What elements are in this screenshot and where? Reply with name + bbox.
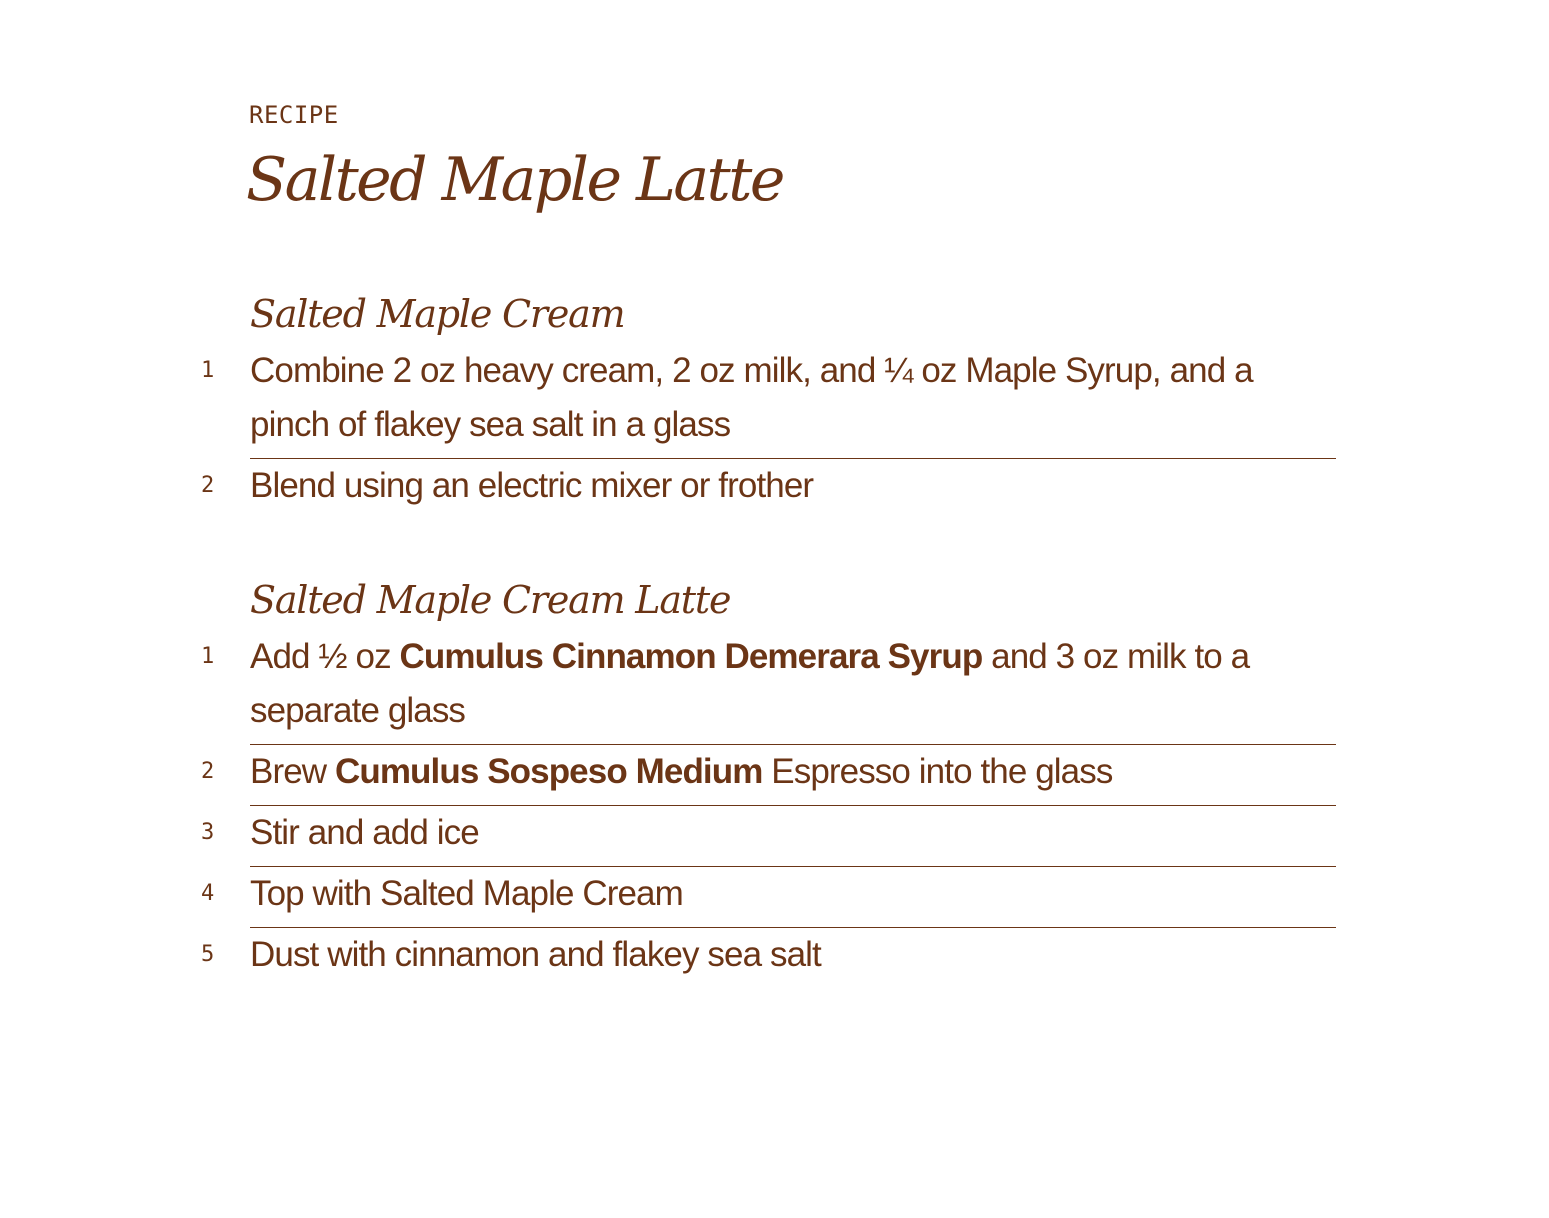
step-text-part: Espresso into the glass xyxy=(762,752,1113,791)
step-number: 3 xyxy=(201,820,215,845)
section-title: Salted Maple Cream xyxy=(250,292,625,336)
product-name: Cumulus Sospeso Medium xyxy=(334,752,763,791)
section-salted-maple-cream-latte xyxy=(0,574,1549,988)
step-text-part: Brew xyxy=(250,752,335,791)
step-number: 1 xyxy=(201,644,215,669)
step-text xyxy=(250,806,1336,866)
step-item xyxy=(201,630,1336,745)
section-title: Salted Maple Cream Latte xyxy=(250,578,731,622)
step-text xyxy=(250,344,1336,458)
step-text xyxy=(250,745,1336,805)
step-list xyxy=(0,630,1549,988)
step-text-part: Stir and add ice xyxy=(250,813,479,852)
step-number: 5 xyxy=(201,942,215,967)
step-item xyxy=(201,344,1336,459)
step-text xyxy=(250,459,1336,519)
step-item xyxy=(201,806,1336,867)
step-item xyxy=(201,745,1336,806)
step-text-part: Add ½ oz xyxy=(250,637,400,676)
step-list xyxy=(0,344,1549,519)
recipe-eyebrow: RECIPE xyxy=(249,101,339,129)
step-item xyxy=(201,928,1336,988)
step-text-part: Dust with cinnamon and flakey sea salt xyxy=(250,935,821,974)
step-text-part: Blend using an electric mixer or frother xyxy=(250,466,814,505)
step-number: 1 xyxy=(201,358,215,383)
step-number: 2 xyxy=(201,759,215,784)
step-item xyxy=(201,459,1336,519)
step-number: 4 xyxy=(201,881,215,906)
step-number: 2 xyxy=(201,473,215,498)
product-name: Cumulus Cinnamon Demerara Syrup xyxy=(399,637,983,676)
step-text xyxy=(250,630,1336,744)
step-text xyxy=(250,928,1336,988)
step-text xyxy=(250,867,1336,927)
step-text-part: and 3 oz milk to a separate glass xyxy=(250,637,1250,730)
step-text-part: Top with Salted Maple Cream xyxy=(250,874,683,913)
step-item xyxy=(201,867,1336,928)
recipe-title: Salted Maple Latte xyxy=(246,145,783,215)
section-salted-maple-cream xyxy=(0,288,1549,519)
step-text-part: Combine 2 oz heavy cream, 2 oz milk, and ¼ oz Maple Syrup, and a pinch of flakey sea salt in a glass xyxy=(250,351,1253,444)
